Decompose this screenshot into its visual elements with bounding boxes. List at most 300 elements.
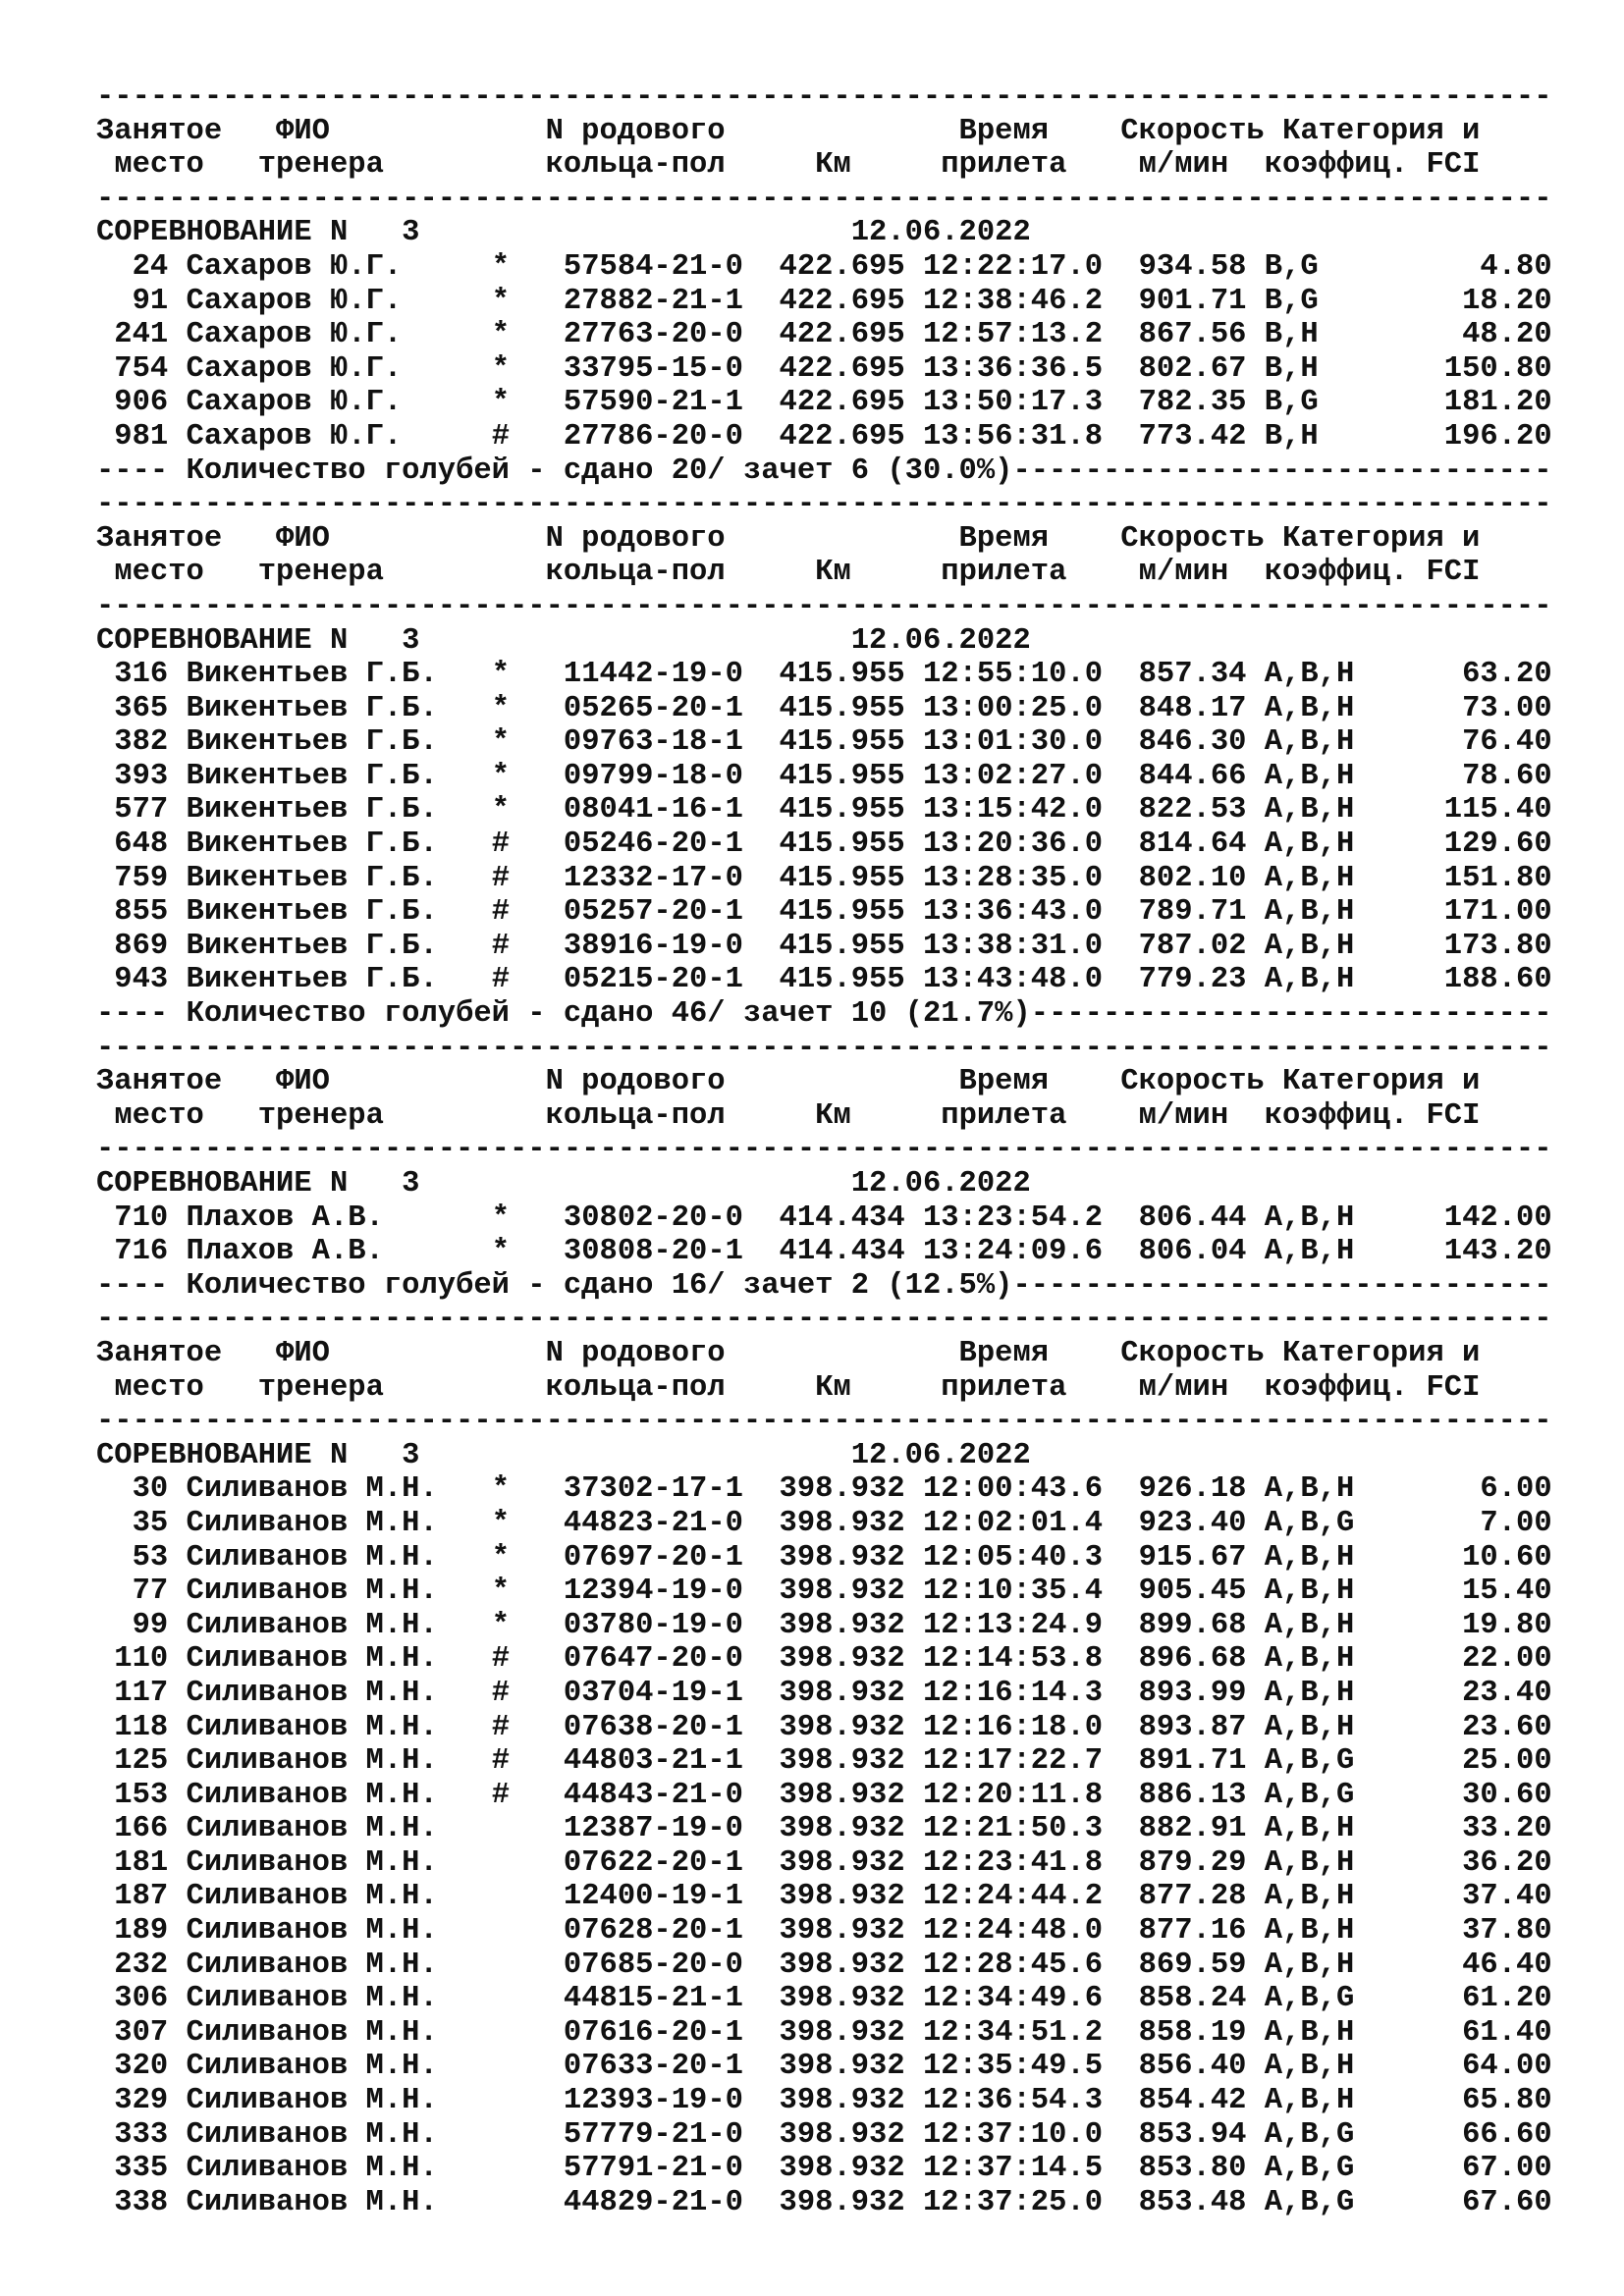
place: 943 — [96, 963, 169, 997]
result-row — [96, 2050, 1552, 2084]
distance-km: 415.955 — [779, 929, 905, 963]
header-speed: Скорость — [1120, 1065, 1283, 1099]
arrival-time: 12:57:13.2 — [922, 318, 1104, 352]
mark: * — [491, 1201, 564, 1235]
fancier-name: Силиванов М.Н. — [186, 1642, 492, 1677]
fancier-name: Силиванов М.Н. — [186, 2185, 492, 2219]
ring-number: 27763-20-0 — [563, 318, 780, 352]
result-row — [96, 1846, 1552, 1881]
fancier-name: Викентьев Г.Б. — [186, 963, 492, 997]
result-row — [96, 250, 1552, 285]
fancier-name: Силиванов М.Н. — [186, 1914, 492, 1949]
fci-coefficient: 66.60 — [1408, 2117, 1552, 2152]
result-row — [96, 352, 1552, 387]
result-row — [96, 1507, 1552, 1541]
mark — [492, 1812, 564, 1845]
competition-label: СОРЕВНОВАНИЕ N 3 — [96, 623, 851, 658]
ring-number: 12393-19-0 — [563, 2084, 780, 2118]
arrival-time: 13:15:42.0 — [922, 793, 1104, 828]
header-speed: м/мин — [1138, 1098, 1265, 1133]
place: 365 — [96, 691, 169, 725]
mark: * — [491, 1540, 564, 1575]
header-ring: N родового — [545, 114, 959, 148]
header-name: ФИО — [276, 521, 546, 556]
mark: * — [491, 284, 564, 318]
result-row — [96, 1779, 1552, 1813]
mark: # — [491, 1744, 564, 1779]
fancier-name: Викентьев Г.Б. — [186, 828, 492, 862]
mark: # — [491, 895, 564, 930]
arrival-time: 12:24:48.0 — [922, 1914, 1104, 1949]
ring-number: 03780-19-0 — [563, 1608, 780, 1642]
mark — [492, 1982, 564, 2015]
mark: # — [491, 828, 564, 862]
place: 577 — [96, 793, 169, 828]
arrival-time: 12:37:25.0 — [922, 2185, 1104, 2219]
header-time: прилета — [941, 148, 1139, 183]
category: A,B,G — [1264, 2152, 1409, 2186]
ring-number: 27882-21-1 — [563, 284, 780, 318]
arrival-time: 13:01:30.0 — [922, 725, 1104, 760]
rule: --------------------------------------------------------------------------------- — [96, 1133, 1552, 1167]
column-header-row — [96, 522, 1552, 557]
header-name: тренера — [257, 1370, 546, 1405]
result-row — [96, 1609, 1552, 1643]
speed: 867.56 — [1138, 318, 1247, 352]
fancier-name: Силиванов М.Н. — [186, 2050, 492, 2084]
place: 189 — [96, 1914, 169, 1949]
speed: 879.29 — [1138, 1845, 1247, 1880]
fancier-name: Викентьев Г.Б. — [186, 929, 492, 963]
column-header-row — [96, 1337, 1552, 1371]
header-speed: м/мин — [1138, 148, 1265, 183]
speed: 844.66 — [1138, 759, 1247, 793]
place: 232 — [96, 1948, 169, 1982]
mark — [492, 2152, 564, 2185]
fci-coefficient: 63.20 — [1408, 658, 1552, 692]
arrival-time: 12:36:54.3 — [922, 2084, 1104, 2118]
header-category: коэффиц. FCI — [1264, 1098, 1481, 1133]
ring-number: 44843-21-0 — [563, 1778, 780, 1812]
result-row — [96, 1982, 1552, 2016]
header-name: тренера — [257, 556, 546, 590]
distance-km: 415.955 — [779, 963, 905, 997]
fancier-name: Сахаров Ю.Г. — [186, 419, 492, 454]
place: 35 — [96, 1506, 169, 1540]
fci-coefficient: 37.40 — [1408, 1880, 1552, 1914]
fci-coefficient: 150.80 — [1408, 351, 1552, 386]
fci-coefficient: 37.80 — [1408, 1914, 1552, 1949]
arrival-time: 12:34:51.2 — [922, 2015, 1104, 2050]
speed: 893.99 — [1138, 1676, 1247, 1710]
speed: 857.34 — [1138, 658, 1247, 692]
mark — [492, 2016, 564, 2050]
category: B,H — [1264, 318, 1409, 352]
speed: 858.19 — [1138, 2015, 1247, 2050]
category: B,G — [1264, 386, 1409, 420]
fancier-name: Викентьев Г.Б. — [186, 759, 492, 793]
competition-label: СОРЕВНОВАНИЕ N 3 — [96, 1438, 851, 1472]
arrival-time: 12:16:14.3 — [922, 1676, 1104, 1710]
result-row — [96, 2186, 1552, 2220]
header-time: Время — [958, 1065, 1121, 1099]
distance-km: 398.932 — [779, 1948, 905, 1982]
distance-km: 422.695 — [779, 318, 905, 352]
distance-km: 398.932 — [779, 1642, 905, 1677]
arrival-time: 13:43:48.0 — [922, 963, 1104, 997]
header-name: ФИО — [276, 1065, 546, 1099]
speed: 856.40 — [1138, 2050, 1247, 2084]
competition-label: СОРЕВНОВАНИЕ N 3 — [96, 1167, 851, 1201]
fancier-name: Силиванов М.Н. — [186, 1880, 492, 1914]
fci-coefficient: 78.60 — [1408, 759, 1552, 793]
header-km: Км — [815, 148, 942, 183]
fancier-name: Силиванов М.Н. — [186, 2015, 492, 2050]
header-speed: м/мин — [1138, 556, 1265, 590]
distance-km: 398.932 — [779, 1676, 905, 1710]
header-time: Время — [958, 114, 1121, 148]
result-row — [96, 1642, 1552, 1677]
category: A,B,H — [1264, 1710, 1409, 1744]
place: 335 — [96, 2152, 169, 2186]
ring-number: 07685-20-0 — [563, 1948, 780, 1982]
category: A,B,H — [1264, 1608, 1409, 1642]
category: A,B,H — [1264, 1880, 1409, 1914]
place: 754 — [96, 351, 169, 386]
ring-number: 57779-21-0 — [563, 2117, 780, 2152]
fancier-name: Силиванов М.Н. — [186, 1710, 492, 1744]
category: A,B,H — [1264, 929, 1409, 963]
competition-line — [96, 216, 1552, 250]
rule: --------------------------------------------------------------------------------- — [96, 488, 1552, 522]
distance-km: 415.955 — [779, 691, 905, 725]
place: 30 — [96, 1472, 169, 1507]
place: 91 — [96, 284, 169, 318]
arrival-time: 13:00:25.0 — [922, 691, 1104, 725]
category: A,B,H — [1264, 1235, 1409, 1269]
result-row — [96, 963, 1552, 997]
arrival-time: 12:02:01.4 — [922, 1506, 1104, 1540]
mark: * — [491, 759, 564, 793]
speed: 915.67 — [1138, 1540, 1247, 1575]
mark — [492, 1949, 564, 1982]
ring-number: 07633-20-1 — [563, 2050, 780, 2084]
header-category: Категория и — [1282, 1336, 1481, 1370]
fancier-name: Викентьев Г.Б. — [186, 658, 492, 692]
speed: 806.04 — [1138, 1235, 1247, 1269]
fancier-name: Силиванов М.Н. — [186, 1540, 492, 1575]
header-time: прилета — [941, 556, 1139, 590]
category: A,B,G — [1264, 2117, 1409, 2152]
fci-coefficient: 23.60 — [1408, 1710, 1552, 1744]
result-row — [96, 1201, 1552, 1236]
fci-coefficient: 173.80 — [1408, 929, 1552, 963]
place: 153 — [96, 1778, 169, 1812]
mark: # — [491, 1710, 564, 1744]
place: 981 — [96, 419, 169, 454]
category: A,B,H — [1264, 895, 1409, 930]
result-row — [96, 862, 1552, 896]
header-ring: кольца-пол — [545, 1098, 816, 1133]
category: A,B,H — [1264, 861, 1409, 895]
fancier-name: Силиванов М.Н. — [186, 1982, 492, 2016]
fancier-name: Силиванов М.Н. — [186, 1744, 492, 1779]
category: A,B,H — [1264, 1575, 1409, 1609]
fci-coefficient: 10.60 — [1408, 1540, 1552, 1575]
distance-km: 422.695 — [779, 284, 905, 318]
speed: 869.59 — [1138, 1948, 1247, 1982]
fancier-name: Сахаров Ю.Г. — [186, 284, 492, 318]
arrival-time: 12:23:41.8 — [922, 1845, 1104, 1880]
ring-number: 11442-19-0 — [563, 658, 780, 692]
arrival-time: 12:24:44.2 — [922, 1880, 1104, 1914]
speed: 853.80 — [1138, 2152, 1247, 2186]
result-row — [96, 1914, 1552, 1949]
ring-number: 30808-20-1 — [563, 1235, 780, 1269]
ring-number: 07622-20-1 — [563, 1845, 780, 1880]
result-row — [96, 658, 1552, 692]
speed: 779.23 — [1138, 963, 1247, 997]
place: 329 — [96, 2084, 169, 2118]
arrival-time: 12:21:50.3 — [922, 1812, 1104, 1846]
category: A,B,H — [1264, 1201, 1409, 1235]
place: 166 — [96, 1812, 169, 1846]
speed: 901.71 — [1138, 284, 1247, 318]
mark — [492, 2186, 564, 2219]
speed: 886.13 — [1138, 1778, 1247, 1812]
fci-coefficient: 22.00 — [1408, 1642, 1552, 1677]
speed: 858.24 — [1138, 1982, 1247, 2016]
ring-number: 37302-17-1 — [563, 1472, 780, 1507]
arrival-time: 13:36:36.5 — [922, 351, 1104, 386]
category: B,G — [1264, 249, 1409, 284]
place: 320 — [96, 2050, 169, 2084]
speed: 893.87 — [1138, 1710, 1247, 1744]
category: A,B,H — [1264, 759, 1409, 793]
rule: --------------------------------------------------------------------------------- — [96, 182, 1552, 216]
fancier-name: Викентьев Г.Б. — [186, 861, 492, 895]
header-category: коэффиц. FCI — [1264, 556, 1481, 590]
arrival-time: 13:56:31.8 — [922, 419, 1104, 454]
header-speed: м/мин — [1138, 1370, 1265, 1405]
distance-km: 398.932 — [779, 2015, 905, 2050]
header-category: Категория и — [1282, 114, 1481, 148]
distance-km: 422.695 — [779, 419, 905, 454]
ring-number: 44815-21-1 — [563, 1982, 780, 2016]
distance-km: 414.434 — [779, 1235, 905, 1269]
speed: 814.64 — [1138, 828, 1247, 862]
distance-km: 398.932 — [779, 1778, 905, 1812]
speed: 782.35 — [1138, 386, 1247, 420]
speed: 848.17 — [1138, 691, 1247, 725]
place: 110 — [96, 1642, 169, 1677]
arrival-time: 13:20:36.0 — [922, 828, 1104, 862]
fancier-name: Силиванов М.Н. — [186, 1472, 492, 1507]
fancier-name: Сахаров Ю.Г. — [186, 351, 492, 386]
place: 759 — [96, 861, 169, 895]
fci-coefficient: 188.60 — [1408, 963, 1552, 997]
speed: 773.42 — [1138, 419, 1247, 454]
header-place: место — [114, 1098, 258, 1133]
place: 125 — [96, 1744, 169, 1779]
distance-km: 422.695 — [779, 351, 905, 386]
speed: 802.67 — [1138, 351, 1247, 386]
competition-line — [96, 1439, 1552, 1473]
result-row — [96, 1949, 1552, 1983]
category: A,B,H — [1264, 725, 1409, 760]
mark: # — [491, 419, 564, 454]
ring-number: 44829-21-0 — [563, 2185, 780, 2219]
result-row — [96, 2084, 1552, 2118]
arrival-time: 13:23:54.2 — [922, 1201, 1104, 1235]
category: A,B,H — [1264, 1845, 1409, 1880]
speed: 905.45 — [1138, 1575, 1247, 1609]
result-row — [96, 828, 1552, 862]
fci-coefficient: 64.00 — [1408, 2050, 1552, 2084]
distance-km: 415.955 — [779, 861, 905, 895]
arrival-time: 12:37:14.5 — [922, 2152, 1104, 2186]
speed: 877.28 — [1138, 1880, 1247, 1914]
speed: 802.10 — [1138, 861, 1247, 895]
column-header-row — [96, 1065, 1552, 1099]
header-ring: кольца-пол — [545, 148, 816, 183]
arrival-time: 12:28:45.6 — [922, 1948, 1104, 1982]
column-header-row — [96, 1371, 1552, 1406]
fancier-name: Плахов А.В. — [186, 1201, 492, 1235]
ring-number: 07638-20-1 — [563, 1710, 780, 1744]
distance-km: 398.932 — [779, 1845, 905, 1880]
place: 117 — [96, 1676, 169, 1710]
fci-coefficient: 181.20 — [1408, 386, 1552, 420]
distance-km: 398.932 — [779, 2185, 905, 2219]
mark: * — [491, 793, 564, 828]
fci-coefficient: 6.00 — [1408, 1472, 1552, 1507]
fci-coefficient: 129.60 — [1408, 828, 1552, 862]
place: 118 — [96, 1710, 169, 1744]
fancier-name: Плахов А.В. — [186, 1235, 492, 1269]
header-category: Категория и — [1282, 521, 1481, 556]
summary-line: ---- Количество голубей - сдано 16/ зачет 2 (12.5%)------------------------------ — [96, 1268, 1552, 1303]
column-header-row — [96, 148, 1552, 183]
arrival-time: 12:55:10.0 — [922, 658, 1104, 692]
fci-coefficient: 61.20 — [1408, 1982, 1552, 2016]
ring-number: 07628-20-1 — [563, 1914, 780, 1949]
header-place: Занятое — [96, 1336, 277, 1370]
ring-number: 12394-19-0 — [563, 1575, 780, 1609]
ring-number: 44823-21-0 — [563, 1506, 780, 1540]
distance-km: 422.695 — [779, 249, 905, 284]
mark: # — [491, 1778, 564, 1812]
distance-km: 414.434 — [779, 1201, 905, 1235]
ring-number: 09763-18-1 — [563, 725, 780, 760]
arrival-time: 12:16:18.0 — [922, 1710, 1104, 1744]
header-ring: кольца-пол — [545, 556, 816, 590]
fci-coefficient: 73.00 — [1408, 691, 1552, 725]
arrival-time: 13:36:43.0 — [922, 895, 1104, 930]
category: A,B,H — [1264, 1472, 1409, 1507]
category: A,B,H — [1264, 1948, 1409, 1982]
result-row — [96, 1880, 1552, 1914]
ring-number: 07697-20-1 — [563, 1540, 780, 1575]
speed: 846.30 — [1138, 725, 1247, 760]
category: A,B,H — [1264, 793, 1409, 828]
ring-number: 05257-20-1 — [563, 895, 780, 930]
arrival-time: 13:02:27.0 — [922, 759, 1104, 793]
mark: * — [491, 386, 564, 420]
fci-coefficient: 7.00 — [1408, 1506, 1552, 1540]
speed: 882.91 — [1138, 1812, 1247, 1846]
category: A,B,H — [1264, 1642, 1409, 1677]
summary-text: Количество голубей - сдано 46/ зачет 10 (21.7%) — [186, 997, 1031, 1032]
distance-km: 398.932 — [779, 2050, 905, 2084]
header-ring: N родового — [545, 1336, 959, 1370]
fci-coefficient: 67.00 — [1408, 2152, 1552, 2186]
speed: 877.16 — [1138, 1914, 1247, 1949]
mark — [492, 2084, 564, 2117]
distance-km: 398.932 — [779, 1914, 905, 1949]
arrival-time: 12:22:17.0 — [922, 249, 1104, 284]
result-row — [96, 895, 1552, 930]
ring-number: 38916-19-0 — [563, 929, 780, 963]
fancier-name: Сахаров Ю.Г. — [186, 318, 492, 352]
mark: # — [491, 1676, 564, 1710]
fancier-name: Викентьев Г.Б. — [186, 725, 492, 760]
fci-coefficient: 196.20 — [1408, 419, 1552, 454]
fancier-name: Силиванов М.Н. — [186, 2152, 492, 2186]
speed: 822.53 — [1138, 793, 1247, 828]
ring-number: 07647-20-0 — [563, 1642, 780, 1677]
ring-number: 07616-20-1 — [563, 2015, 780, 2050]
distance-km: 415.955 — [779, 793, 905, 828]
rule: --------------------------------------------------------------------------------- — [96, 1303, 1552, 1337]
arrival-time: 12:00:43.6 — [922, 1472, 1104, 1507]
fci-coefficient: 67.60 — [1408, 2185, 1552, 2219]
place: 241 — [96, 318, 169, 352]
distance-km: 415.955 — [779, 658, 905, 692]
result-row — [96, 692, 1552, 726]
place: 648 — [96, 828, 169, 862]
arrival-time: 12:38:46.2 — [922, 284, 1104, 318]
fci-coefficient: 48.20 — [1408, 318, 1552, 352]
fci-coefficient: 33.20 — [1408, 1812, 1552, 1846]
distance-km: 398.932 — [779, 2084, 905, 2118]
result-row — [96, 1812, 1552, 1846]
summary-line: ---- Количество голубей - сдано 46/ зачет 10 (21.7%)----------------------------- — [96, 997, 1552, 1032]
result-row — [96, 1541, 1552, 1575]
distance-km: 415.955 — [779, 725, 905, 760]
category: A,B,H — [1264, 828, 1409, 862]
header-name: тренера — [257, 1098, 546, 1133]
mark: * — [491, 351, 564, 386]
header-place: место — [114, 1370, 258, 1405]
mark: * — [491, 1506, 564, 1540]
distance-km: 398.932 — [779, 2152, 905, 2186]
category: A,B,G — [1264, 1982, 1409, 2016]
column-header-row — [96, 1099, 1552, 1134]
race-results-report — [96, 80, 1552, 2219]
column-header-row — [96, 115, 1552, 149]
arrival-time: 12:13:24.9 — [922, 1608, 1104, 1642]
rule: --------------------------------------------------------------------------------- — [96, 1031, 1552, 1065]
speed: 896.68 — [1138, 1642, 1247, 1677]
mark: * — [491, 318, 564, 352]
header-category: коэффиц. FCI — [1264, 1370, 1481, 1405]
fci-coefficient: 36.20 — [1408, 1845, 1552, 1880]
category: A,B,G — [1264, 2185, 1409, 2219]
arrival-time: 13:38:31.0 — [922, 929, 1104, 963]
summary-text: Количество голубей - сдано 20/ зачет 6 (30.0%) — [186, 454, 1013, 488]
mark: # — [491, 1642, 564, 1677]
